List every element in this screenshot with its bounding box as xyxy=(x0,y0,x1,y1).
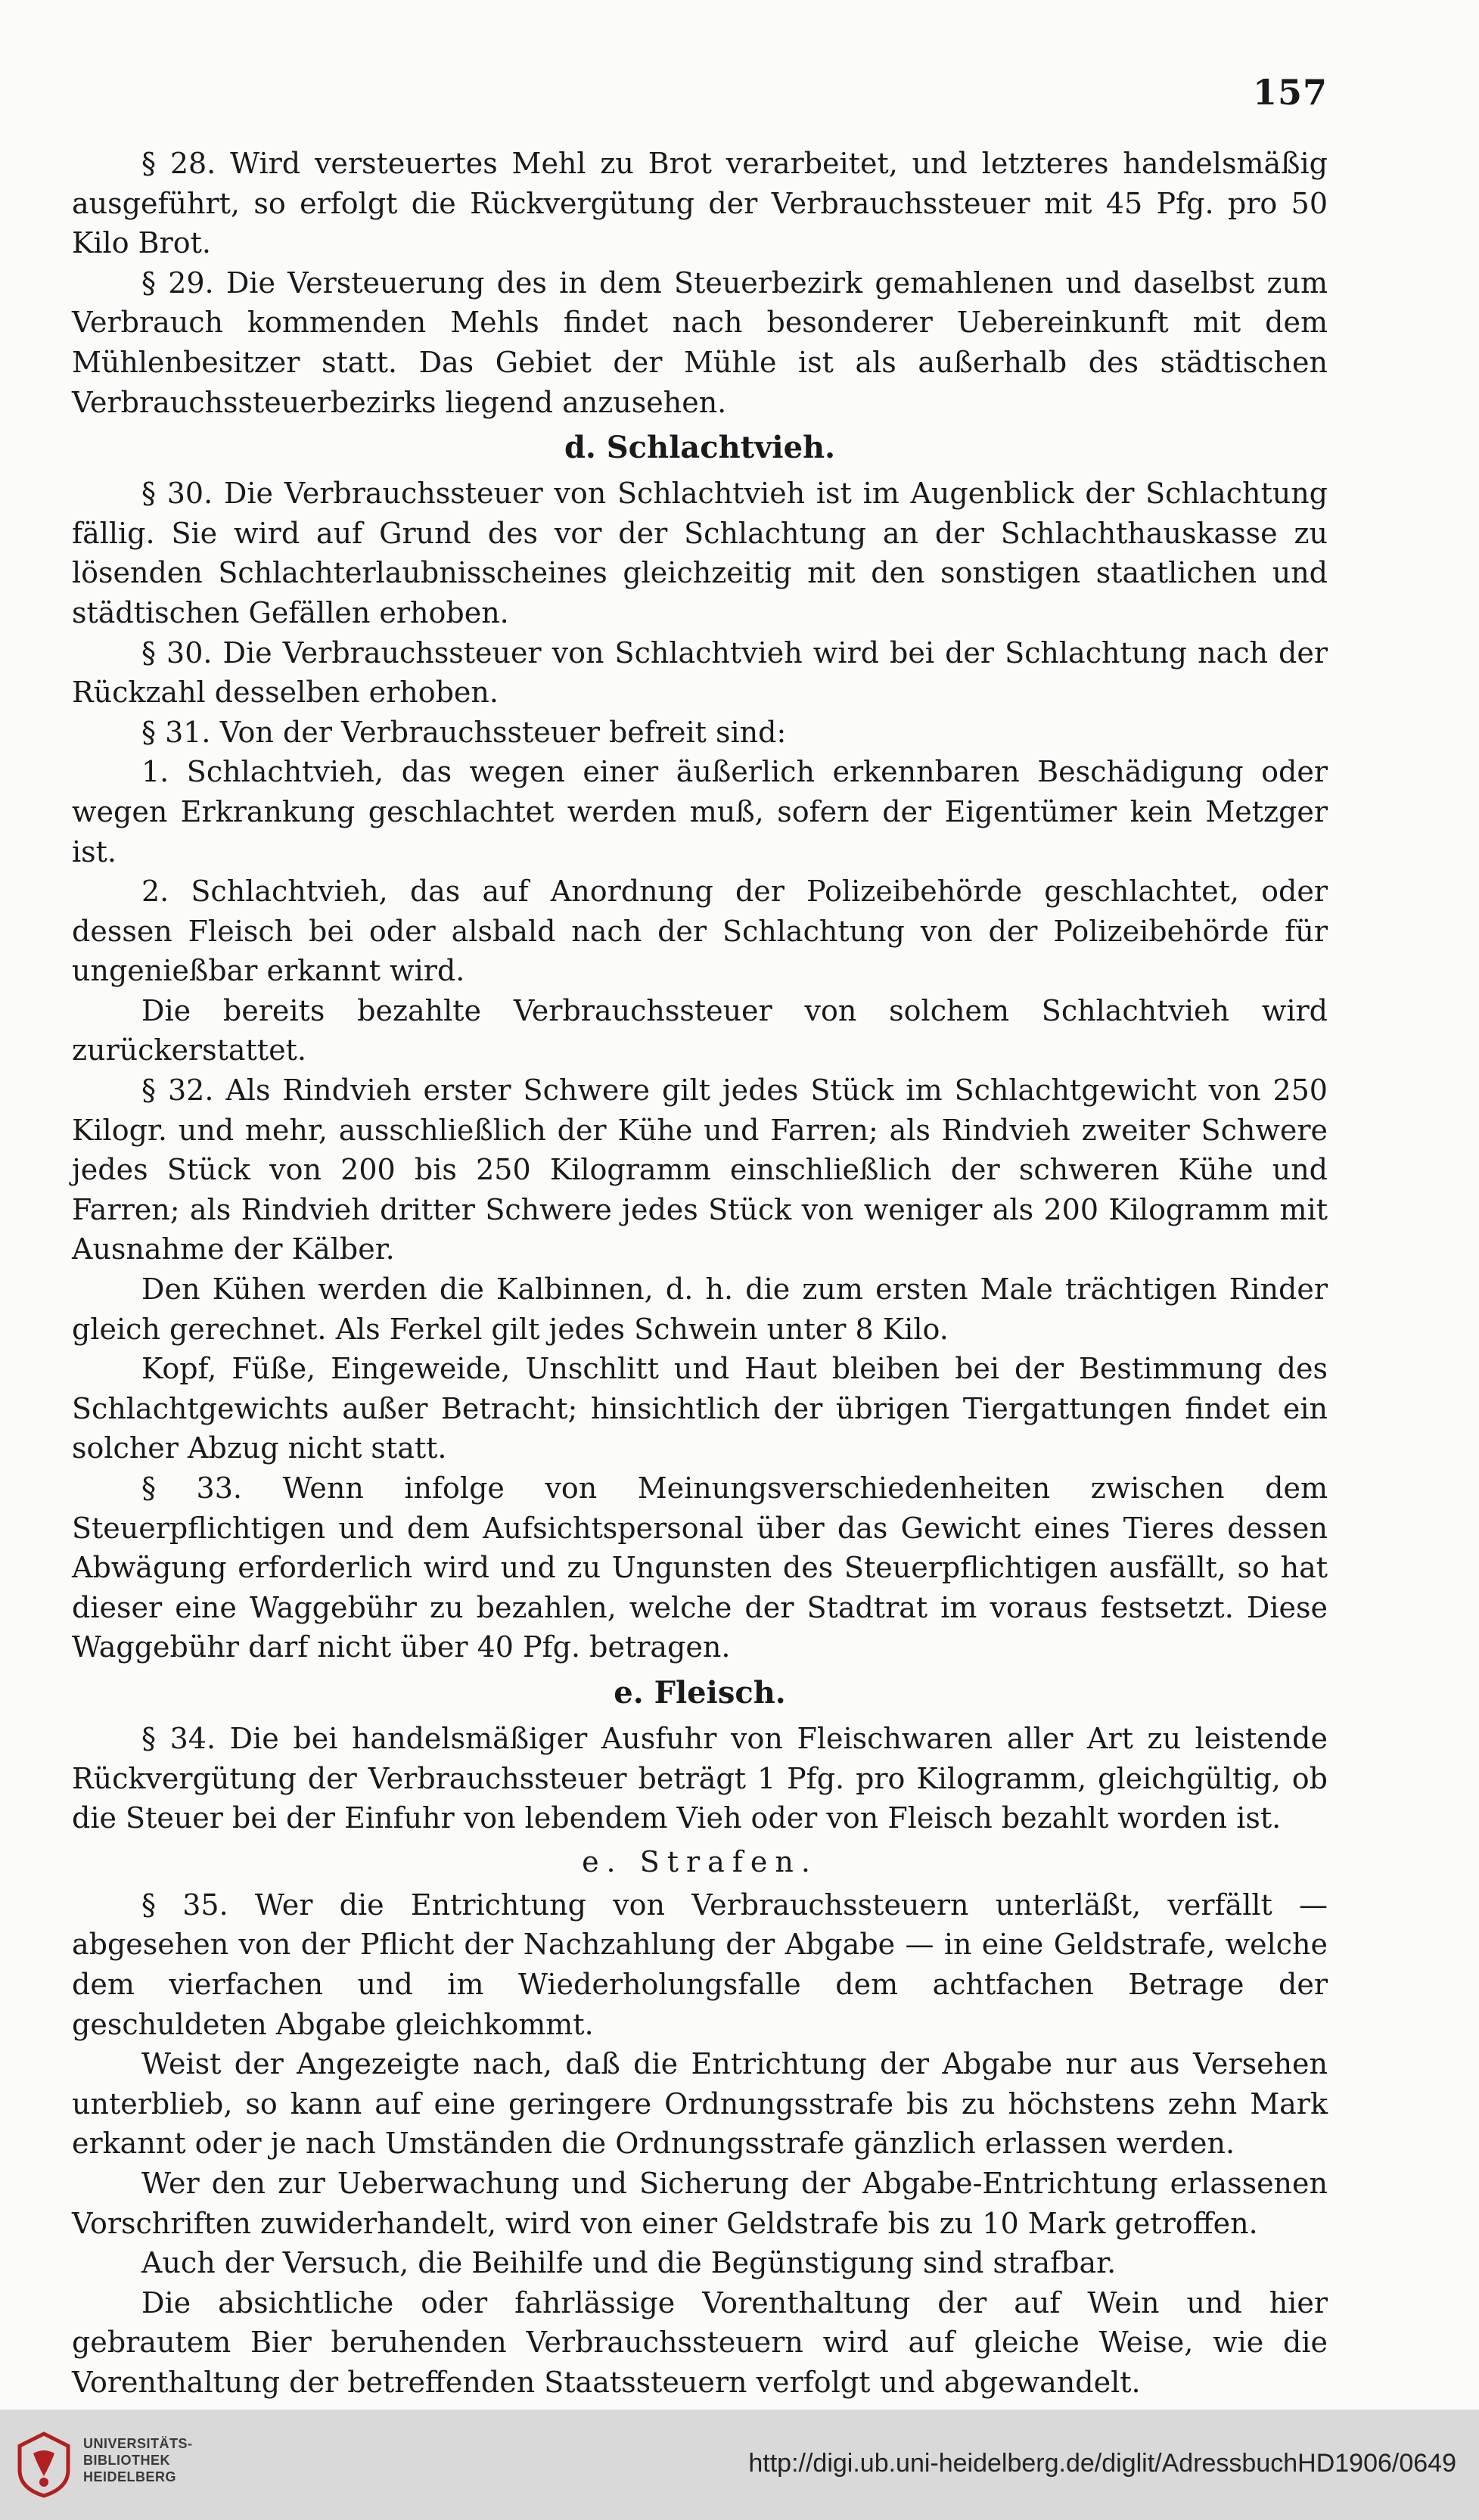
paragraph: Die absichtliche oder fahrlässige Vorenthaltung der auf Wein und hier gebrautem Bier beruhenden Verbrauchssteuern wird auf gleiche Weise, wie die Vorenthaltung der betreffenden Staatssteuern verfolgt und abgewandelt. xyxy=(72,2285,1328,2399)
paragraph: Kopf, Füße, Eingeweide, Unschlitt und Haut bleiben bei der Bestimmung des Schlachtgewichts außer Betracht; hinsichtlich der übrigen Tiergattungen findet ein solcher Abzug nicht statt. xyxy=(72,1352,1328,1465)
paragraph: § 33. Wenn infolge von Meinungsverschiedenheiten zwischen dem Steuerpflichtigen und dem Aufsichtspersonal über das Gewicht eines Tieres dessen Abwägung erforderlich wird und zu Ungunsten des Steuerpflichtigen ausfällt, so hat dieser eine Waggebühr zu bezahlen, welche der Stadtrat im voraus festsetzt. Diese Waggebühr darf nicht über 40 Pfg. betragen. xyxy=(72,1471,1328,1664)
paragraph: § 35. Wer die Entrichtung von Verbrauchssteuern unterläßt, verfällt — abgesehen von der Pflicht der Nachzahlung der Abgabe — in eine Geldstrafe, welche dem vierfachen und im Wiederholungsfalle dem achtfachen Betrage der geschuldeten Abgabe gleichkommt. xyxy=(72,1888,1328,2041)
paragraph: 1. Schlachtvieh, das wegen einer äußerlich erkennbaren Beschädigung oder wegen Erkrankung geschlachtet werden muß, sofern der Eigentümer kein Metzger ist. xyxy=(72,755,1328,868)
section-heading: e. Strafen. xyxy=(582,1844,818,1878)
paragraph: 2. Schlachtvieh, das auf Anordnung der Polizeibehörde geschlachtet, oder dessen Fleisch bei oder alsbald nach der Schlachtung von der Polizeibehörde für ungenießbar erkannt wird. xyxy=(72,875,1328,988)
source-url[interactable]: http://digi.ub.uni-heidelberg.de/diglit/AdressbuchHD1906/0649 xyxy=(748,2449,1456,2478)
paragraph: Die bereits bezahlte Verbrauchssteuer von solchem Schlachtvieh wird zurückerstattet. xyxy=(72,993,1328,1067)
body-text xyxy=(72,144,1328,2402)
logo-line: BIBLIOTHEK xyxy=(83,2453,170,2468)
logo-line: UNIVERSITÄTS- xyxy=(83,2436,193,2451)
paragraph: § 29. Die Versteuerung des in dem Steuerbezirk gemahlenen und daselbst zum Verbrauch kommenden Mehls findet nach besonderer Uebereinkunft mit dem Mühlenbesitzer statt. Das Gebiet der Mühle ist als außerhalb des städtischen Verbrauchssteuerbezirks liegend anzusehen. xyxy=(72,266,1328,419)
paragraph: § 30. Die Verbrauchssteuer von Schlachtvieh wird bei der Schlachtung nach der Rückzahl desselben erhoben. xyxy=(72,635,1328,710)
section-heading: d. Schlachtvieh. xyxy=(564,430,836,466)
footer-bar xyxy=(0,2410,1479,2520)
paragraph: § 32. Als Rindvieh erster Schwere gilt jedes Stück im Schlachtgewicht von 250 Kilogr. und mehr, ausschließlich der Kühe und Farren; als Rindvieh zweiter Schwere jedes Stück von 200 bis 250 Kilogramm einschließlich der schweren Kühe und Farren; als Rindvieh dritter Schwere jedes Stück von weniger als 200 Kilogramm mit Ausnahme der Kälber. xyxy=(72,1074,1328,1266)
university-seal-icon xyxy=(14,2431,74,2499)
paragraph: Auch der Versuch, die Beihilfe und die Begünstigung sind strafbar. xyxy=(141,2246,1117,2280)
paragraph: Den Kühen werden die Kalbinnen, d. h. die zum ersten Male trächtigen Rinder gleich gerechnet. Als Ferkel gilt jedes Schwein unter 8 Kilo. xyxy=(72,1272,1328,1346)
paragraph: § 34. Die bei handelsmäßiger Ausfuhr von Fleischwaren aller Art zu leistende Rückvergütung der Verbrauchssteuer beträgt 1 Pfg. pro Kilogramm, gleichgültig, ob die Steuer bei der Einfuhr von lebendem Vieh oder von Fleisch bezahlt worden ist. xyxy=(72,1721,1328,1835)
paragraph: § 30. Die Verbrauchssteuer von Schlachtvieh ist im Augenblick der Schlachtung fällig. Sie wird auf Grund des vor der Schlachtung an der Schlachthauskasse zu lösenden Schlachterlaubnisscheines gleichzeitig mit den sonstigen staatlichen und städtischen Gefällen erhoben. xyxy=(72,477,1328,629)
library-logo-text xyxy=(83,2435,193,2485)
paragraph: § 31. Von der Verbrauchssteuer befreit sind: xyxy=(141,715,787,749)
page-number: 157 xyxy=(1252,72,1328,113)
paragraph: § 28. Wird versteuertes Mehl zu Brot verarbeitet, und letzteres handelsmäßig ausgeführt, so erfolgt die Rückvergütung der Verbrauchssteuer mit 45 Pfg. pro 50 Kilo Brot. xyxy=(72,147,1328,260)
logo-line: HEIDELBERG xyxy=(83,2469,177,2484)
paragraph: Wer den zur Ueberwachung und Sicherung der Abgabe-Entrichtung erlassenen Vorschriften zuwiderhandelt, wird von einer Geldstrafe bis zu 10 Mark getroffen. xyxy=(72,2166,1328,2240)
source-url-link[interactable] xyxy=(748,2449,1456,2478)
paragraph: Weist der Angezeigte nach, daß die Entrichtung der Abgabe nur aus Versehen unterblieb, so kann auf eine geringere Ordnungsstrafe bis zu höchstens zehn Mark erkannt oder je nach Umständen die Ordnungsstrafe gänzlich erlassen werden. xyxy=(72,2047,1328,2161)
section-heading: e. Fleisch. xyxy=(614,1674,786,1711)
